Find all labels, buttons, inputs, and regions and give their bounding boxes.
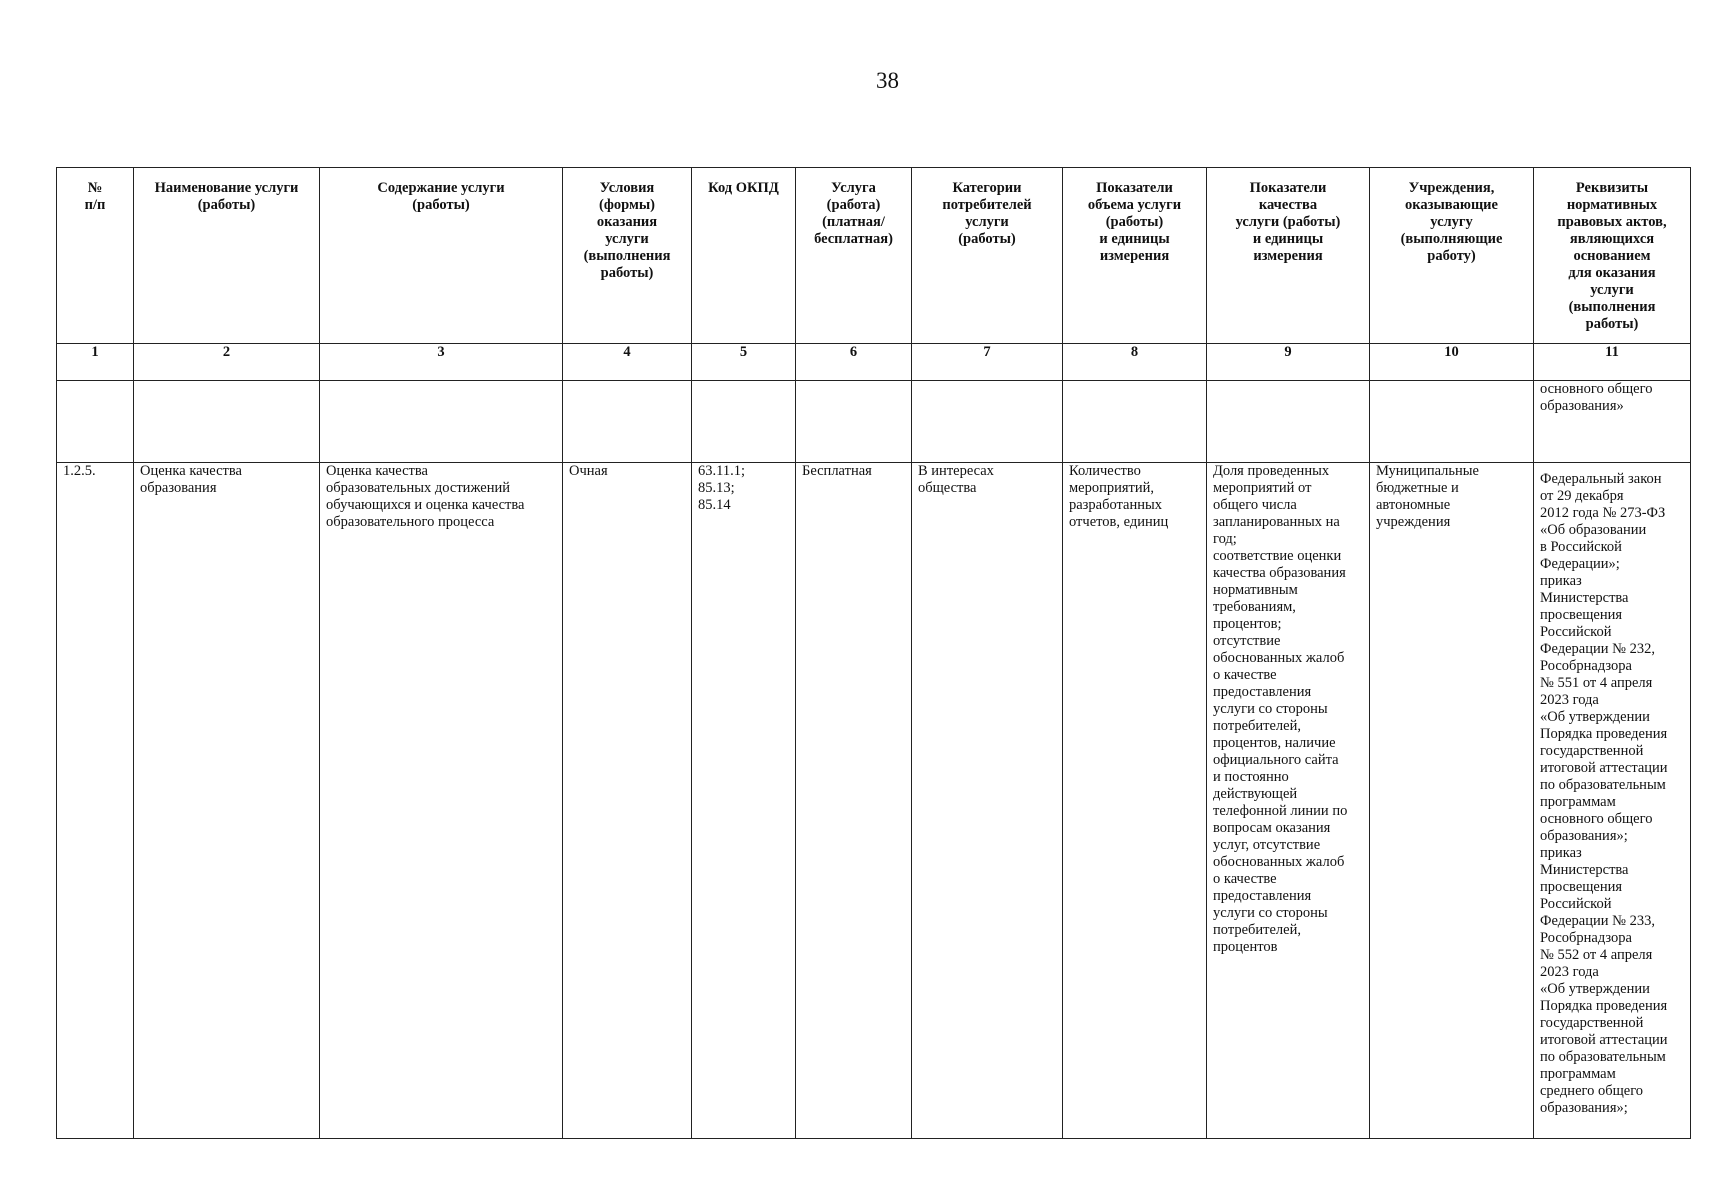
table-row — [57, 463, 1691, 1139]
row-legal-acts: Федеральный закон от 29 декабря 2012 года № 273-ФЗ «Об образовании в Российской Федерации»; приказ Министерства просвещения Российской Федерации № 232, Рособрнадзора № 551 от 4 апреля 2023 года «Об утверждении Порядка проведения государственной итоговой аттестации по образовательным программам основного общего образования»; приказ Министерства просвещения Российской Федерации № 233, Рособрнадзора № 552 от 4 апреля 2023 года «Об утверждении Порядка проведения государственной итоговой аттестации по образовательным программам среднего общего образования»; — [1534, 463, 1691, 1139]
row-number: 1.2.5. — [57, 463, 134, 1139]
table-cell-empty — [1370, 381, 1534, 463]
table-cell-empty — [1207, 381, 1370, 463]
header-cell-number: № п/п — [57, 168, 134, 344]
row-conditions: Очная — [563, 463, 692, 1139]
services-table — [56, 167, 1691, 1139]
row-volume-indicators: Количество мероприятий, разработанных отчетов, единиц — [1063, 463, 1207, 1139]
row-okpd-code: 63.11.1; 85.13; 85.14 — [692, 463, 796, 1139]
continuation-legal-acts: основного общего образования» — [1534, 381, 1691, 463]
row-consumer-categories: В интересах общества — [912, 463, 1063, 1139]
table-cell-empty — [796, 381, 912, 463]
header-row — [57, 168, 1691, 344]
row-paid-free: Бесплатная — [796, 463, 912, 1139]
column-number: 1 — [57, 344, 134, 381]
column-number: 2 — [134, 344, 320, 381]
page-number: 38 — [876, 68, 899, 93]
column-number: 10 — [1370, 344, 1534, 381]
column-number: 5 — [692, 344, 796, 381]
table-cell-empty — [692, 381, 796, 463]
header-cell-service-name: Наименование услуги (работы) — [134, 168, 320, 344]
row-service-name: Оценка качества образования — [134, 463, 320, 1139]
header-cell-institutions: Учреждения, оказывающие услугу (выполняющие работу) — [1370, 168, 1534, 344]
column-number: 4 — [563, 344, 692, 381]
table-cell-empty — [1063, 381, 1207, 463]
table-cell-empty — [563, 381, 692, 463]
header-cell-conditions: Условия (формы) оказания услуги (выполнения работы) — [563, 168, 692, 344]
row-quality-indicators: Доля проведенных мероприятий от общего числа запланированных на год; соответствие оценки качества образования нормативным требованиям, процентов; отсутствие обоснованных жалоб о качестве предоставления услуги со стороны потребителей, процентов, наличие официального сайта и постоянно действующей телефонной линии по вопросам оказания услуг, отсутствие обоснованных жалоб о качестве предоставления услуги со стороны потребителей, процентов — [1207, 463, 1370, 1139]
header-cell-volume-indicators: Показатели объема услуги (работы) и единицы измерения — [1063, 168, 1207, 344]
header-cell-quality-indicators: Показатели качества услуги (работы) и единицы измерения — [1207, 168, 1370, 344]
column-number: 11 — [1534, 344, 1691, 381]
column-number: 3 — [320, 344, 563, 381]
column-number: 8 — [1063, 344, 1207, 381]
column-number: 9 — [1207, 344, 1370, 381]
header-cell-okpd-code: Код ОКПД — [692, 168, 796, 344]
column-number: 7 — [912, 344, 1063, 381]
header-cell-legal-acts: Реквизиты нормативных правовых актов, являющихся основанием для оказания услуги (выполнения работы) — [1534, 168, 1691, 344]
row-institutions: Муниципальные бюджетные и автономные учреждения — [1370, 463, 1534, 1139]
continuation-row — [57, 381, 1691, 463]
header-cell-paid-free: Услуга (работа) (платная/ бесплатная) — [796, 168, 912, 344]
table-cell-empty — [134, 381, 320, 463]
column-number: 6 — [796, 344, 912, 381]
column-number-row — [57, 344, 1691, 381]
header-cell-consumer-categories: Категории потребителей услуги (работы) — [912, 168, 1063, 344]
table-cell-empty — [57, 381, 134, 463]
table-cell-empty — [320, 381, 563, 463]
row-service-content: Оценка качества образовательных достижений обучающихся и оценка качества образовательного процесса — [320, 463, 563, 1139]
header-cell-service-content: Содержание услуги (работы) — [320, 168, 563, 344]
table-cell-empty — [912, 381, 1063, 463]
